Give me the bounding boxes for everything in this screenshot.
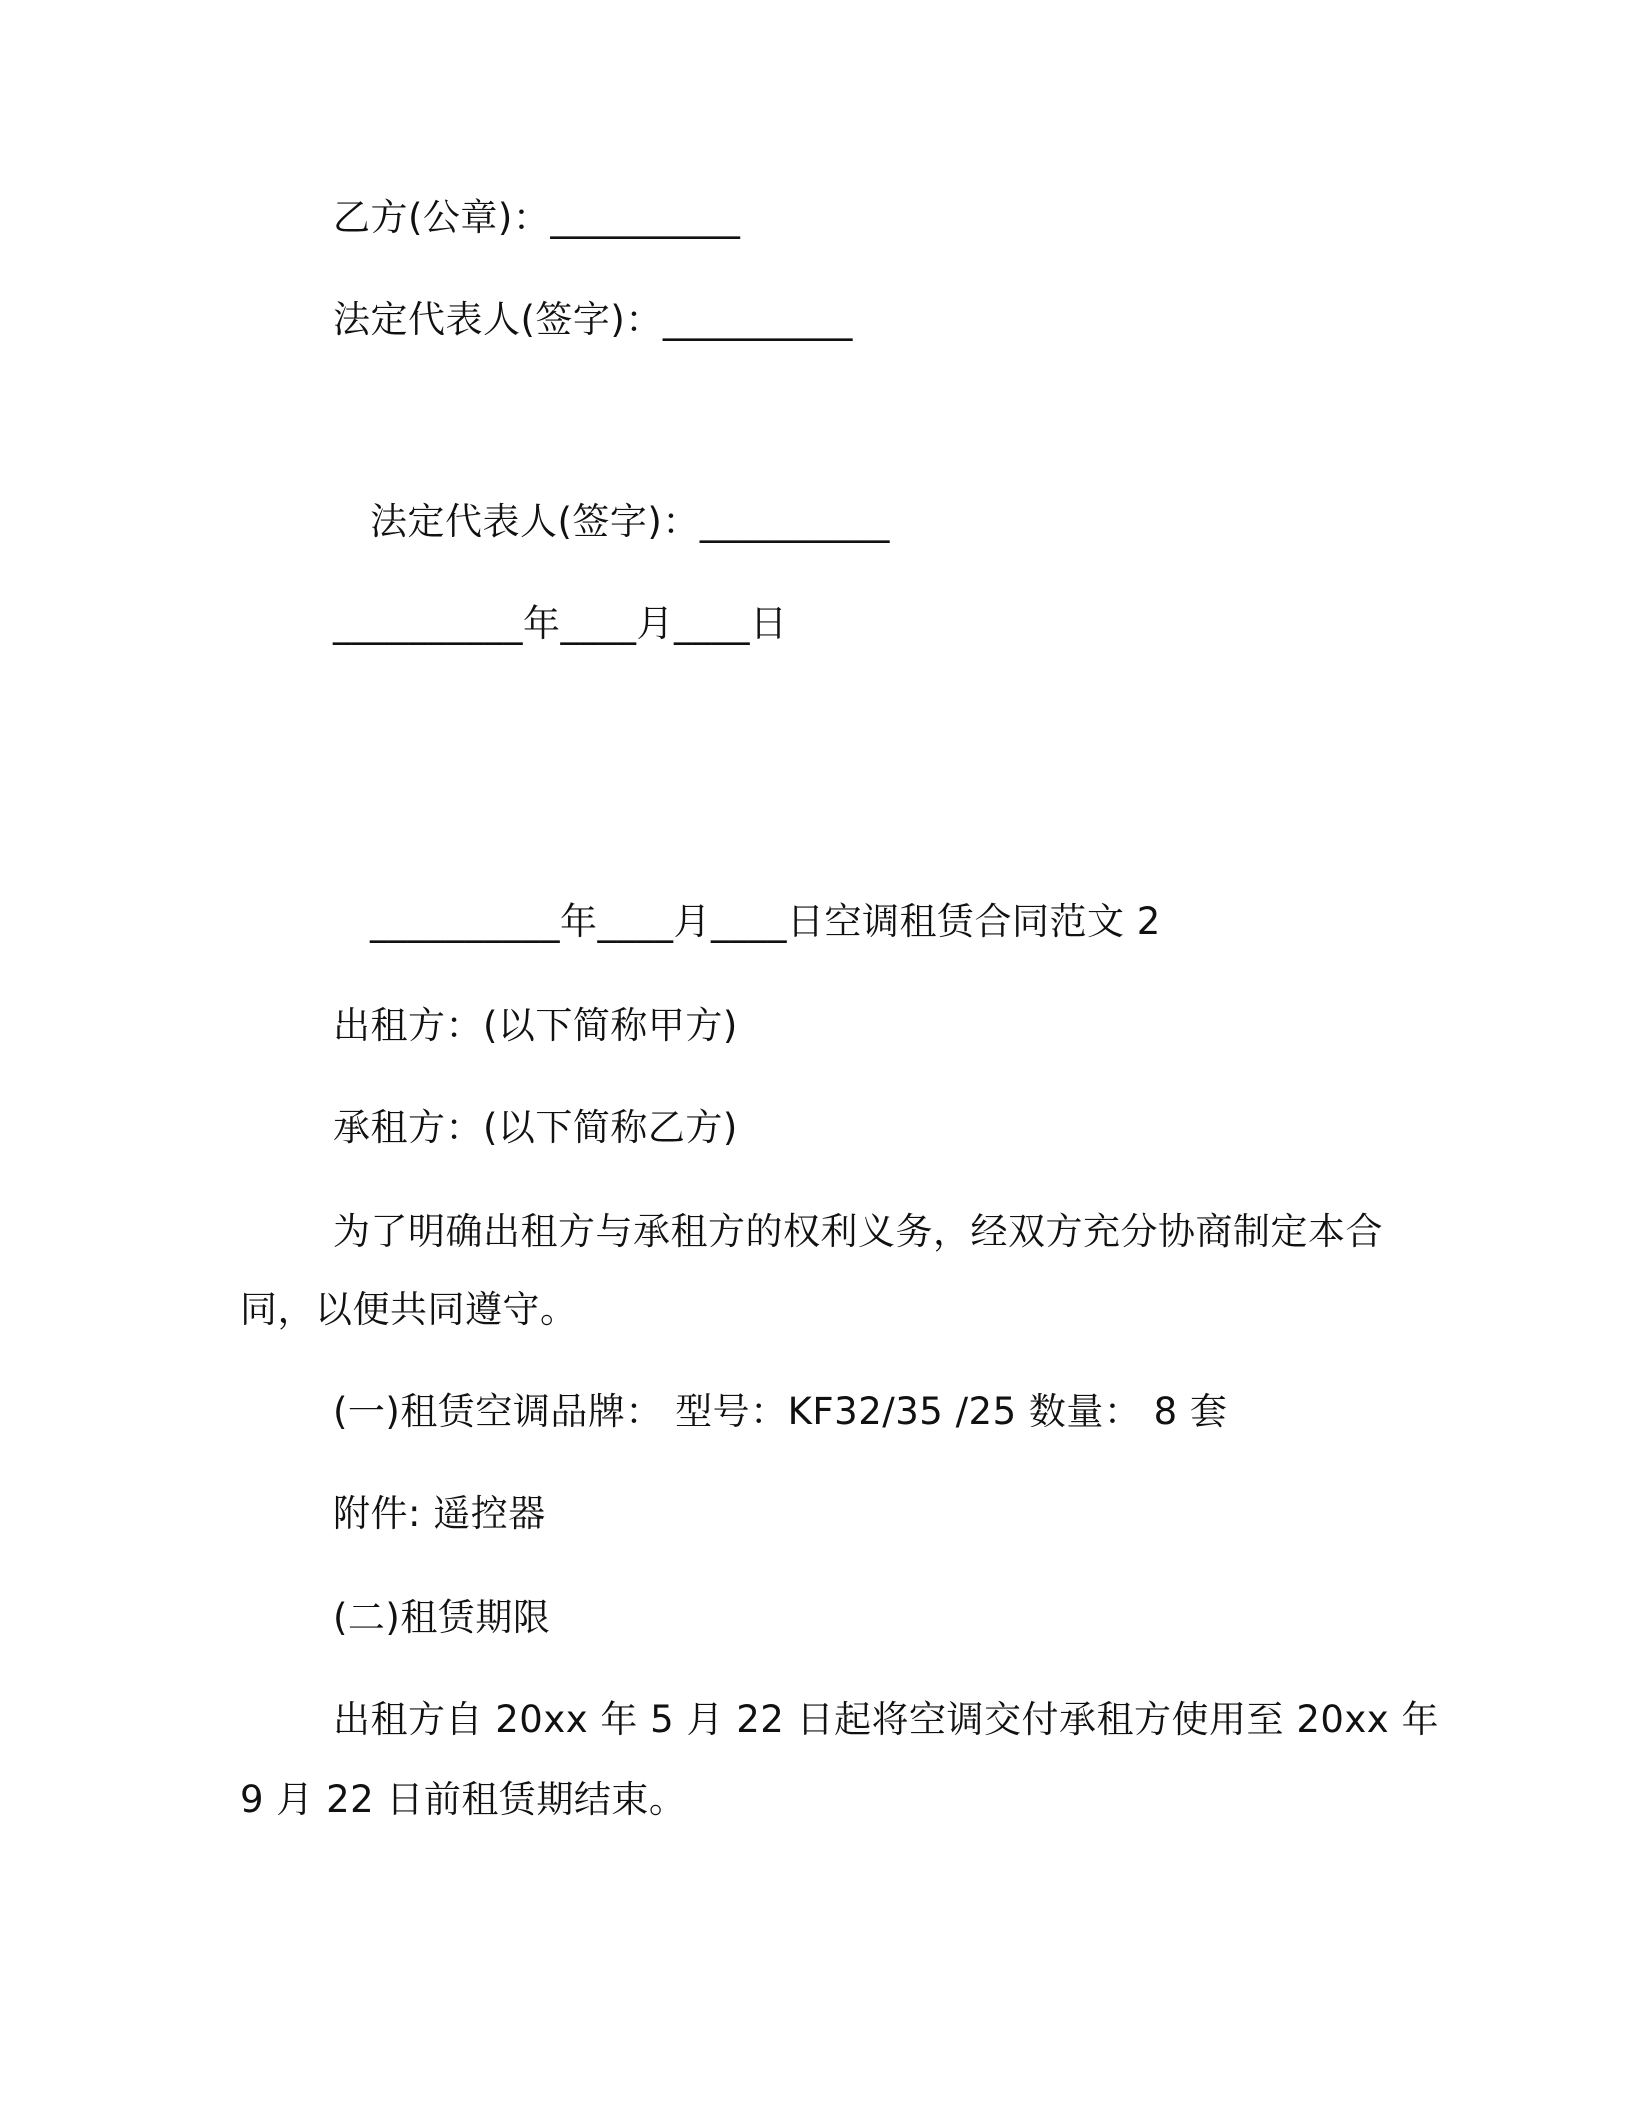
preamble-paragraph-line-1: 为了明确出租方与承租方的权利义务，经双方充分协商制定本合 (333, 1210, 1383, 1253)
contract-title: __________年____月____日空调租赁合同范文 2 (370, 900, 1161, 943)
accessory-line: 附件: 遥控器 (333, 1492, 546, 1535)
lessee-line: 承租方：(以下简称乙方) (333, 1106, 738, 1149)
lessor-line: 出租方：(以下简称甲方) (333, 1004, 738, 1047)
legal-rep-signature-line-2: 法定代表人(签字)：__________ (370, 500, 890, 543)
legal-rep-signature-line-1: 法定代表人(签字)：__________ (333, 298, 853, 341)
preamble-paragraph-line-2: 同，以便共同遵守。 (240, 1288, 578, 1331)
item-one-line: (一)租赁空调品牌： 型号：KF32/35 /25 数量： 8 套 (333, 1390, 1228, 1433)
term-paragraph-line-1: 出租方自 20xx 年 5 月 22 日起将空调交付承租方使用至 20xx 年 (333, 1698, 1439, 1741)
party-b-seal-line: 乙方(公章)：__________ (333, 196, 741, 239)
item-two-heading: (二)租赁期限 (333, 1596, 551, 1639)
term-paragraph-line-2: 9 月 22 日前租赁期结束。 (240, 1778, 687, 1821)
signature-date-line: __________年____月____日 (333, 602, 788, 645)
